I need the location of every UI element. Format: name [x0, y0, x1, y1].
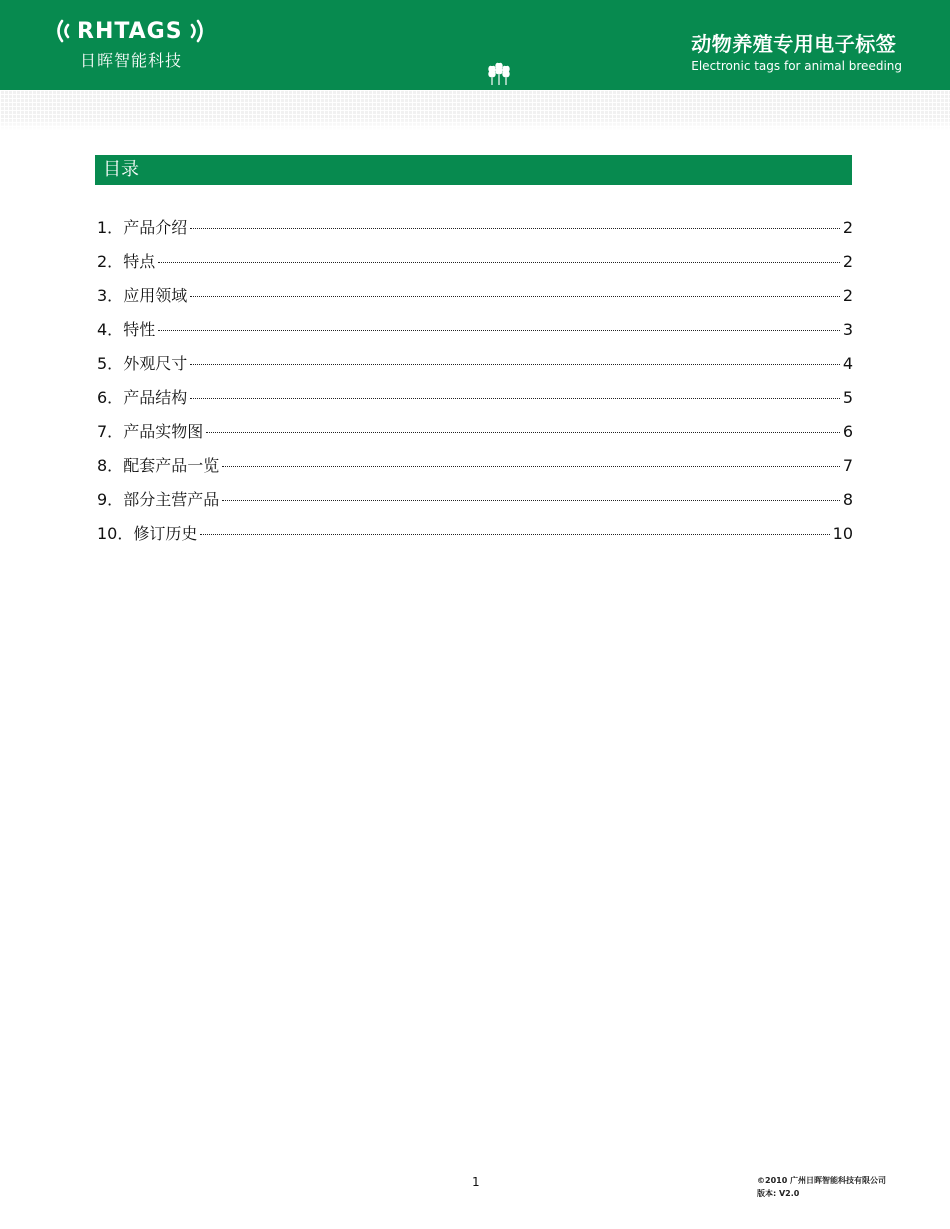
- toc-dot-leader: [222, 500, 840, 501]
- toc-item-number: 7．: [97, 422, 124, 441]
- header-title-block: [691, 28, 902, 73]
- toc-dot-leader: [158, 330, 840, 331]
- toc-item[interactable]: [97, 215, 853, 249]
- toc-item-label: [97, 215, 187, 238]
- toc-item-text: 产品介绍: [123, 218, 188, 237]
- toc-item-text: 外观尺寸: [123, 354, 188, 373]
- toc-item[interactable]: [97, 521, 853, 555]
- toc-item-page: 2: [842, 252, 853, 271]
- toc-item-label: [97, 419, 203, 442]
- toc-item-text: 应用领域: [123, 286, 188, 305]
- toc-item-text: 部分主营产品: [123, 490, 220, 509]
- toc-item-text: 配套产品一览: [123, 456, 220, 475]
- header-title-en: Electronic tags for animal breeding: [691, 59, 902, 73]
- toc-dot-leader: [190, 364, 840, 365]
- toc-item-page: 2: [842, 286, 853, 305]
- toc-item-text: 产品实物图: [123, 422, 204, 441]
- toc-dot-leader: [206, 432, 840, 433]
- header-title-cn: 动物养殖专用电子标签: [691, 32, 897, 56]
- toc-item-page: 7: [842, 456, 853, 475]
- toc-item-page: 4: [842, 354, 853, 373]
- toc-dot-leader: [222, 466, 840, 467]
- toc-item-number: 6．: [97, 388, 124, 407]
- company-logo: [54, 18, 206, 71]
- page-header: [0, 0, 950, 90]
- logo-text: RHTAGS: [77, 18, 183, 44]
- toc-item-number: 10．: [97, 524, 134, 543]
- toc-item[interactable]: [97, 487, 853, 521]
- toc-item-label: [97, 385, 187, 408]
- toc-heading: 目录: [95, 155, 852, 185]
- footer-version: 版本: V2.0: [757, 1189, 800, 1198]
- footer-info: [757, 1174, 886, 1200]
- header-texture-band: [0, 90, 950, 130]
- toc-item-page: 5: [842, 388, 853, 407]
- toc-item-number: 8．: [97, 456, 124, 475]
- toc-item-page: 10: [832, 524, 853, 543]
- page-number: 1: [472, 1175, 480, 1189]
- toc-item-text: 特性: [123, 320, 156, 339]
- toc-item[interactable]: [97, 419, 853, 453]
- toc-item-text: 产品结构: [123, 388, 188, 407]
- toc-item-number: 2．: [97, 252, 124, 271]
- toc-item[interactable]: [97, 453, 853, 487]
- logo-subtitle: 日晖智能科技: [80, 51, 183, 70]
- toc-item-number: 3．: [97, 286, 124, 305]
- toc-item-text: 特点: [123, 252, 156, 271]
- toc-item[interactable]: [97, 283, 853, 317]
- toc-item-label: [97, 487, 219, 510]
- wheat-icon: [484, 58, 514, 86]
- toc-item-number: 4．: [97, 320, 124, 339]
- toc-list: [97, 215, 853, 555]
- toc-dot-leader: [190, 398, 840, 399]
- toc-dot-leader: [158, 262, 840, 263]
- toc-item[interactable]: [97, 317, 853, 351]
- toc-item-page: 8: [842, 490, 853, 509]
- signal-waves-right-icon: [186, 18, 206, 44]
- toc-item-label: [97, 283, 187, 306]
- toc-item-label: [97, 317, 155, 340]
- toc-item-number: 1．: [97, 218, 124, 237]
- toc-item[interactable]: [97, 385, 853, 419]
- toc-item-label: [97, 453, 219, 476]
- toc-item-page: 3: [842, 320, 853, 339]
- signal-waves-left-icon: [54, 18, 74, 44]
- toc-dot-leader: [190, 296, 840, 297]
- toc-item-label: [97, 521, 197, 544]
- footer-copyright: ©2010 广州日晖智能科技有限公司: [757, 1176, 887, 1185]
- toc-item-page: 6: [842, 422, 853, 441]
- toc-item-number: 5．: [97, 354, 124, 373]
- toc-item-number: 9．: [97, 490, 124, 509]
- toc-item[interactable]: [97, 249, 853, 283]
- toc-item-label: [97, 351, 187, 374]
- toc-item[interactable]: [97, 351, 853, 385]
- toc-item-text: 修订历史: [133, 524, 198, 543]
- toc-dot-leader: [190, 228, 840, 229]
- toc-item-page: 2: [842, 218, 853, 237]
- toc-item-label: [97, 249, 155, 272]
- toc-dot-leader: [200, 534, 829, 535]
